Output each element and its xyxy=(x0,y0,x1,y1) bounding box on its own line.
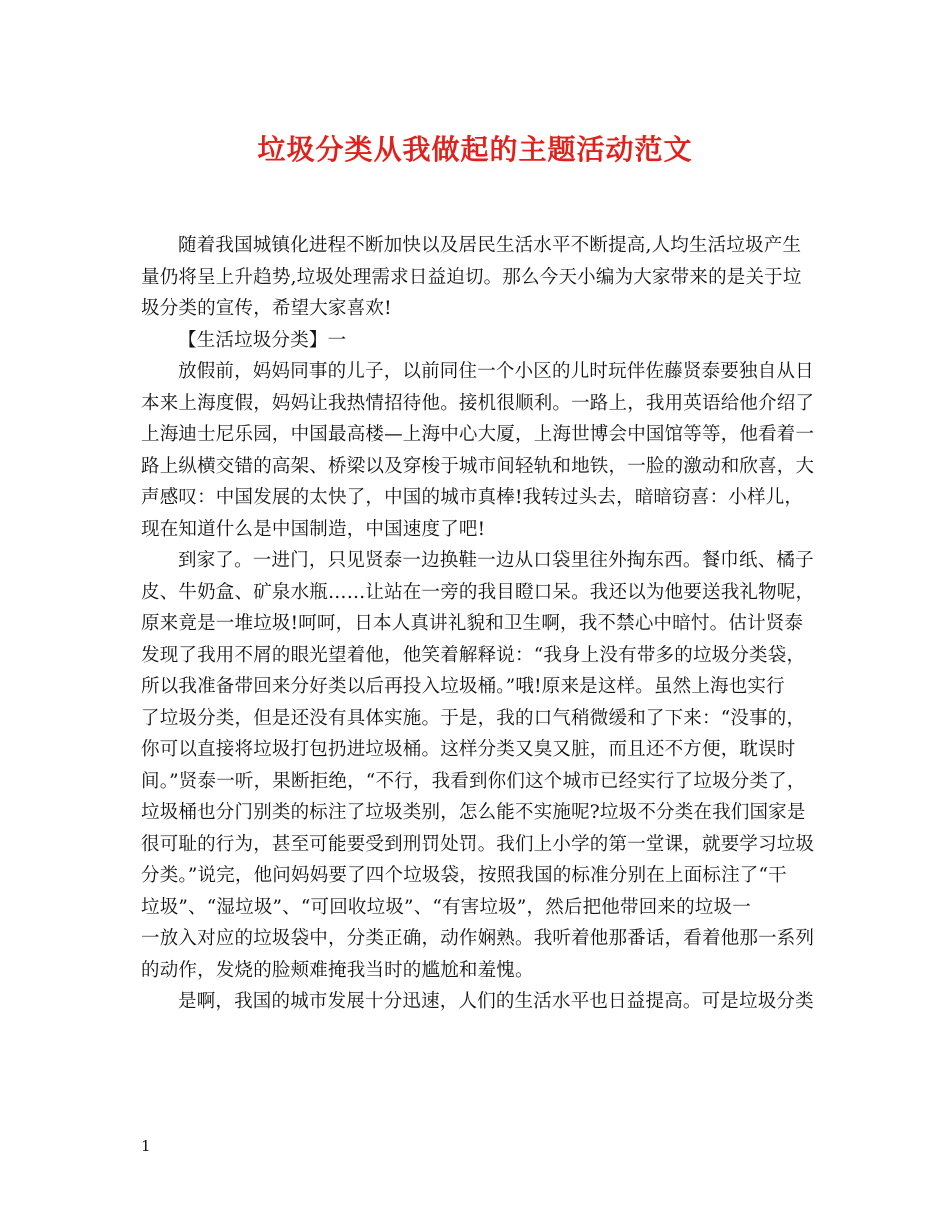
document-title: 垃圾分类从我做起的主题活动范文 xyxy=(257,133,693,166)
text-line: 本来上海度假，妈妈让我热情招待他。接机很顺利。一路上，我用英语给他介绍了 xyxy=(141,392,815,414)
text-line: 分类。”说完，他问妈妈要了四个垃圾袋，按照我国的标准分别在上面标注了“干 xyxy=(141,865,787,886)
text-line: 【生活垃圾分类】一 xyxy=(178,329,347,351)
text-line: 路上纵横交错的高架、桥梁以及穿梭于城市间轻轨和地铁，一脸的激动和欣喜，大 xyxy=(141,455,815,477)
text-line: 很可耻的行为，甚至可能要受到刑罚处罚。我们上小学的第一堂课，就要学习垃圾 xyxy=(141,833,815,855)
page-number: 1 xyxy=(141,1137,151,1155)
text-line: 一放入对应的垃圾袋中，分类正确，动作娴熟。我听着他那番话，看着他那一系列 xyxy=(141,928,815,949)
text-line: 到家了。一进门，只见贤泰一边换鞋一边从口袋里往外掏东西。餐巾纸、橘子 xyxy=(178,550,814,571)
text-line: 所以我准备带回来分好类以后再投入垃圾桶。”哦!原来是这样。虽然上海也实行 xyxy=(141,676,785,697)
text-line: 发现了我用不屑的眼光望着他，他笑着解释说：“我身上没有带多的垃圾分类袋， xyxy=(141,644,806,666)
text-line: 是啊，我国的城市发展十分迅速，人们的生活水平也日益提高。可是垃圾分类 xyxy=(178,991,814,1012)
text-line: 随着我国城镇化进程不断加快以及居民生活水平不断提高,人均生活垃圾产生 xyxy=(178,235,802,256)
text-line: 圾分类的宣传，希望大家喜欢! xyxy=(141,298,392,319)
text-line: 声感叹：中国发展的太快了，中国的城市真棒!我转过头去，暗暗窃喜：小样儿， xyxy=(141,487,804,508)
text-line: 原来竟是一堆垃圾!呵呵，日本人真讲礼貌和卫生啊，我不禁心中暗忖。估计贤泰 xyxy=(141,613,804,634)
text-line: 你可以直接将垃圾打包扔进垃圾桶。这样分类又臭又脏，而且还不方便，耽误时 xyxy=(141,739,796,760)
text-line: 上海迪士尼乐园，中国最高楼—上海中心大厦，上海世博会中国馆等等，他看着一 xyxy=(141,424,815,445)
text-line: 垃圾”、“湿垃圾”、“可回收垃圾”、“有害垃圾”，然后把他带回来的垃圾一 xyxy=(141,896,751,918)
text-line: 了垃圾分类，但是还没有具体实施。于是，我的口气稍微缓和了下来：“没事的， xyxy=(141,707,806,729)
text-line: 间。”贤泰一听，果断拒绝，“不行，我看到你们这个城市已经实行了垃圾分类了， xyxy=(141,770,806,792)
text-line: 放假前，妈妈同事的儿子，以前同住一个小区的儿时玩伴佐藤贤泰要独自从日 xyxy=(178,361,814,382)
document-body xyxy=(141,230,813,1018)
text-line: 的动作，发烧的脸颊难掩我当时的尴尬和羞愧。 xyxy=(141,959,534,981)
text-line: 垃圾桶也分门别类的标注了垃圾类别，怎么能不实施呢?垃圾不分类在我们国家是 xyxy=(141,802,806,823)
text-line: 量仍将呈上升趋势,垃圾处理需求日益迫切。那么今天小编为大家带来的是关于垃 xyxy=(141,266,802,288)
text-line: 现在知道什么是中国制造，中国速度了吧! xyxy=(141,518,486,540)
text-line: 皮、牛奶盒、矿泉水瓶……让站在一旁的我目瞪口呆。我还以为他要送我礼物呢， xyxy=(141,581,815,603)
